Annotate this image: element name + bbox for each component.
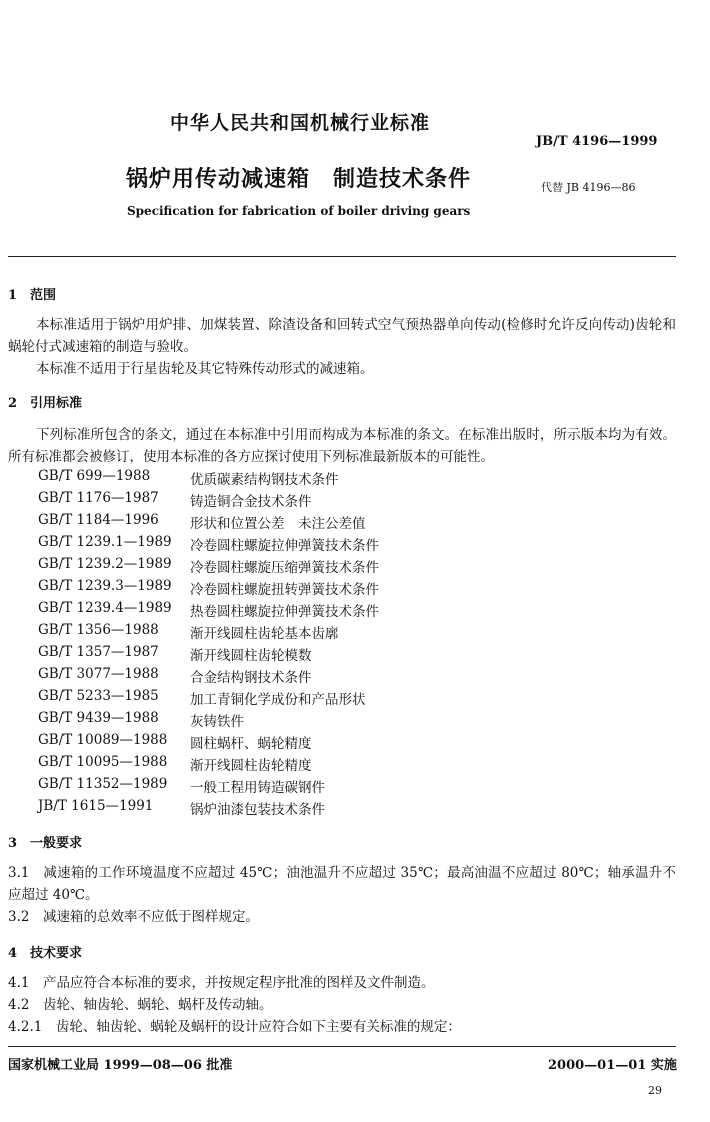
reference-title: 优质碳素结构钢技术条件 — [190, 472, 339, 488]
reference-title: 渐开线圆柱齿轮精度 — [190, 758, 312, 774]
reference-code: GB/T 9439—1988 — [38, 710, 159, 726]
industry-standard-heading: 中华人民共和国机械行业标准 — [170, 112, 431, 134]
reference-title: 加工青铜化学成份和产品形状 — [190, 692, 366, 708]
approval-note: 国家机械工业局 1999—08—06 批准 — [8, 1058, 233, 1073]
section-1-heading: 1 范围 — [8, 288, 57, 303]
clause-3-1: 3.1 减速箱的工作环境温度不应超过 45℃；油池温升不应超过 35℃；最高油温不应超过 80℃；轴承温升不应超过 40℃。 — [8, 865, 676, 903]
reference-title: 冷卷圆柱螺旋压缩弹簧技术条件 — [190, 560, 379, 576]
reference-title: 锅炉油漆包装技术条件 — [190, 802, 325, 818]
section-2-paragraph: 下列标准所包含的条文，通过在本标准中引用而构成为本标准的条文。在标准出版时，所示版本均为有效。所有标准都会被修订，使用本标准的各方应探讨使用下列标准最新版本的可能性。 — [8, 427, 676, 465]
reference-code: GB/T 3077—1988 — [38, 666, 159, 682]
reference-code: GB/T 10089—1988 — [38, 732, 168, 748]
header-divider — [8, 256, 676, 257]
section-4-heading: 4 技术要求 — [8, 946, 83, 961]
reference-title: 渐开线圆柱齿轮模数 — [190, 648, 312, 664]
document-title: 锅炉用传动减速箱 制造技术条件 — [126, 166, 472, 192]
section-2-heading: 2 引用标准 — [8, 396, 83, 411]
reference-title: 一般工程用铸造碳钢件 — [190, 780, 325, 796]
reference-code: GB/T 11352—1989 — [38, 776, 168, 792]
reference-code: GB/T 1239.3—1989 — [38, 578, 172, 594]
section-3-heading: 3 一般要求 — [8, 836, 83, 851]
reference-code: GB/T 1356—1988 — [38, 622, 159, 638]
reference-code: GB/T 1239.2—1989 — [38, 556, 172, 572]
reference-code: GB/T 5233—1985 — [38, 688, 159, 704]
reference-code: GB/T 1239.4—1989 — [38, 600, 172, 616]
reference-code: GB/T 699—1988 — [38, 468, 151, 484]
reference-title: 形状和位置公差 未注公差值 — [190, 516, 366, 532]
reference-code: JB/T 1615—1991 — [38, 798, 154, 814]
reference-title: 热卷圆柱螺旋拉伸弹簧技术条件 — [190, 604, 379, 620]
reference-title: 铸造铜合金技术条件 — [190, 494, 312, 510]
reference-code: GB/T 1184—1996 — [38, 512, 159, 528]
clause-3-2: 3.2 减速箱的总效率不应低于图样规定。 — [8, 909, 259, 925]
clause-4-2: 4.2 齿轮、轴齿轮、蜗轮、蜗杆及传动轴。 — [8, 997, 273, 1013]
reference-title: 冷卷圆柱螺旋拉伸弹簧技术条件 — [190, 538, 379, 554]
reference-title: 冷卷圆柱螺旋扭转弹簧技术条件 — [190, 582, 379, 598]
page-number: 29 — [648, 1084, 662, 1097]
reference-title: 圆柱蜗杆、蜗轮精度 — [190, 736, 312, 752]
footer-divider — [8, 1046, 676, 1047]
reference-title: 合金结构钢技术条件 — [190, 670, 312, 686]
reference-code: GB/T 10095—1988 — [38, 754, 168, 770]
reference-title: 渐开线圆柱齿轮基本齿廓 — [190, 626, 339, 642]
reference-code: GB/T 1176—1987 — [38, 490, 159, 506]
clause-4-2-1: 4.2.1 齿轮、轴齿轮、蜗轮及蜗杆的设计应符合如下主要有关标准的规定： — [8, 1019, 461, 1035]
reference-code: GB/T 1239.1—1989 — [38, 534, 172, 550]
reference-title: 灰铸铁件 — [190, 714, 244, 730]
english-title: Specification for fabrication of boiler driving gears — [127, 204, 471, 218]
standard-number: JB/T 4196—1999 — [536, 134, 658, 149]
reference-code: GB/T 1357—1987 — [38, 644, 159, 660]
section-1-paragraph-1: 本标准适用于锅炉用炉排、加煤装置、除渣设备和回转式空气预热器单向传动(检修时允许反向传动)齿轮和蜗轮付式减速箱的制造与验收。 — [8, 317, 676, 355]
clause-4-1: 4.1 产品应符合本标准的要求，并按规定程序批准的图样及文件制造。 — [8, 975, 435, 991]
replaces-note: 代替 JB 4196—86 — [541, 181, 636, 194]
section-1-paragraph-2: 本标准不适用于行星齿轮及其它特殊传动形式的减速箱。 — [36, 361, 374, 377]
effective-date: 2000—01—01 实施 — [548, 1058, 677, 1073]
